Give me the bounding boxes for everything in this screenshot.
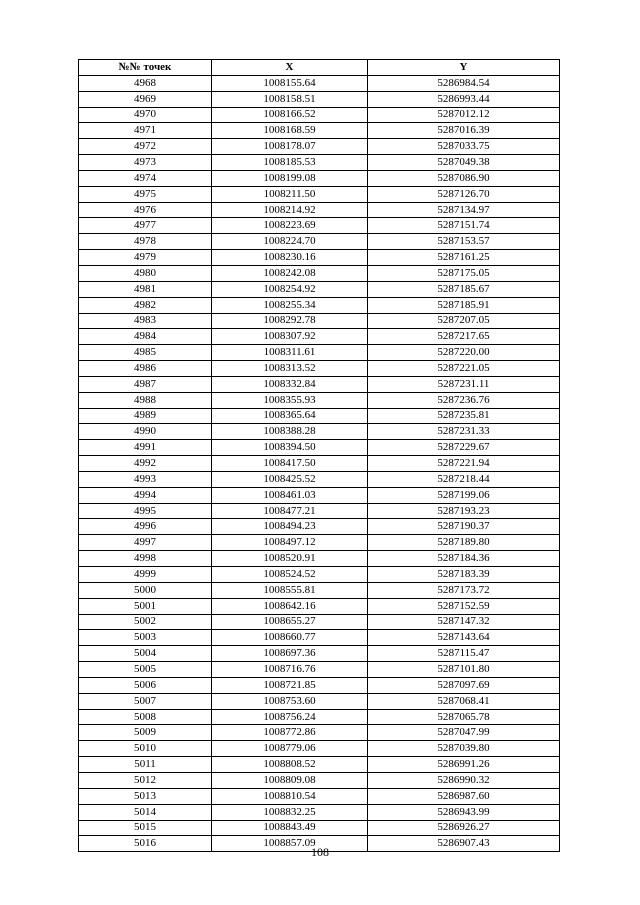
y-coordinate-cell: 5286984.54 [368, 75, 560, 91]
x-coordinate-cell: 1008255.34 [212, 297, 368, 313]
point-number-cell: 4980 [79, 265, 212, 281]
y-coordinate-cell: 5287175.05 [368, 265, 560, 281]
column-header-point-number: №№ точек [79, 60, 212, 76]
y-coordinate-cell: 5287047.99 [368, 725, 560, 741]
table-row [79, 408, 560, 424]
point-number-cell: 4996 [79, 519, 212, 535]
point-number-cell: 4969 [79, 91, 212, 107]
y-coordinate-cell: 5287185.91 [368, 297, 560, 313]
y-coordinate-cell: 5287220.00 [368, 345, 560, 361]
x-coordinate-cell: 1008311.61 [212, 345, 368, 361]
page-number: 108 [311, 845, 329, 859]
table-row [79, 424, 560, 440]
y-coordinate-cell: 5287012.12 [368, 107, 560, 123]
point-number-cell: 5011 [79, 757, 212, 773]
point-number-cell: 5014 [79, 804, 212, 820]
x-coordinate-cell: 1008808.52 [212, 757, 368, 773]
x-coordinate-cell: 1008199.08 [212, 170, 368, 186]
y-coordinate-cell: 5287189.80 [368, 535, 560, 551]
point-number-cell: 4977 [79, 218, 212, 234]
point-number-cell: 4982 [79, 297, 212, 313]
y-coordinate-cell: 5287115.47 [368, 646, 560, 662]
point-number-cell: 4985 [79, 345, 212, 361]
y-coordinate-cell: 5287049.38 [368, 155, 560, 171]
x-coordinate-cell: 1008497.12 [212, 535, 368, 551]
table-row [79, 218, 560, 234]
x-coordinate-cell: 1008365.64 [212, 408, 368, 424]
x-coordinate-cell: 1008756.24 [212, 709, 368, 725]
point-number-cell: 4994 [79, 487, 212, 503]
point-number-cell: 4975 [79, 186, 212, 202]
table-row [79, 139, 560, 155]
x-coordinate-cell: 1008178.07 [212, 139, 368, 155]
x-coordinate-cell: 1008843.49 [212, 820, 368, 836]
point-number-cell: 4972 [79, 139, 212, 155]
y-coordinate-cell: 5287068.41 [368, 693, 560, 709]
x-coordinate-cell: 1008524.52 [212, 567, 368, 583]
table-row [79, 551, 560, 567]
table-row [79, 820, 560, 836]
x-coordinate-cell: 1008168.59 [212, 123, 368, 139]
y-coordinate-cell: 5287143.64 [368, 630, 560, 646]
point-number-cell: 4978 [79, 234, 212, 250]
point-number-cell: 4988 [79, 392, 212, 408]
x-coordinate-cell: 1008394.50 [212, 440, 368, 456]
point-number-cell: 4997 [79, 535, 212, 551]
point-number-cell: 5015 [79, 820, 212, 836]
table-row [79, 471, 560, 487]
table-row [79, 297, 560, 313]
point-number-cell: 4993 [79, 471, 212, 487]
point-number-cell: 4973 [79, 155, 212, 171]
x-coordinate-cell: 1008292.78 [212, 313, 368, 329]
y-coordinate-cell: 5287161.25 [368, 250, 560, 266]
table-row [79, 361, 560, 377]
x-coordinate-cell: 1008697.36 [212, 646, 368, 662]
point-number-cell: 5000 [79, 582, 212, 598]
table-body [79, 75, 560, 851]
point-number-cell: 4995 [79, 503, 212, 519]
table-row [79, 123, 560, 139]
x-coordinate-cell: 1008224.70 [212, 234, 368, 250]
y-coordinate-cell: 5287151.74 [368, 218, 560, 234]
table-row [79, 313, 560, 329]
y-coordinate-cell: 5287199.06 [368, 487, 560, 503]
point-number-cell: 5008 [79, 709, 212, 725]
y-coordinate-cell: 5287173.72 [368, 582, 560, 598]
y-coordinate-cell: 5287152.59 [368, 598, 560, 614]
x-coordinate-cell: 1008520.91 [212, 551, 368, 567]
x-coordinate-cell: 1008832.25 [212, 804, 368, 820]
x-coordinate-cell: 1008230.16 [212, 250, 368, 266]
table-row [79, 440, 560, 456]
table-row [79, 772, 560, 788]
x-coordinate-cell: 1008809.08 [212, 772, 368, 788]
y-coordinate-cell: 5287147.32 [368, 614, 560, 630]
x-coordinate-cell: 1008185.53 [212, 155, 368, 171]
table-row [79, 614, 560, 630]
point-number-cell: 5016 [79, 836, 212, 852]
point-number-cell: 4974 [79, 170, 212, 186]
table-row [79, 250, 560, 266]
point-number-cell: 5007 [79, 693, 212, 709]
point-number-cell: 4983 [79, 313, 212, 329]
table-row [79, 582, 560, 598]
y-coordinate-cell: 5287134.97 [368, 202, 560, 218]
x-coordinate-cell: 1008332.84 [212, 376, 368, 392]
table-row [79, 535, 560, 551]
table-row [79, 804, 560, 820]
table-row [79, 630, 560, 646]
point-number-cell: 4968 [79, 75, 212, 91]
x-coordinate-cell: 1008461.03 [212, 487, 368, 503]
table-row [79, 757, 560, 773]
point-number-cell: 5001 [79, 598, 212, 614]
y-coordinate-cell: 5287229.67 [368, 440, 560, 456]
point-number-cell: 5005 [79, 662, 212, 678]
coordinates-table [78, 59, 560, 852]
table-row [79, 345, 560, 361]
column-header-y: Y [368, 60, 560, 76]
point-number-cell: 4984 [79, 329, 212, 345]
point-number-cell: 4990 [79, 424, 212, 440]
table-row [79, 456, 560, 472]
point-number-cell: 5002 [79, 614, 212, 630]
x-coordinate-cell: 1008779.06 [212, 741, 368, 757]
x-coordinate-cell: 1008716.76 [212, 662, 368, 678]
point-number-cell: 5013 [79, 788, 212, 804]
point-number-cell: 4987 [79, 376, 212, 392]
x-coordinate-cell: 1008417.50 [212, 456, 368, 472]
y-coordinate-cell: 5286987.60 [368, 788, 560, 804]
x-coordinate-cell: 1008477.21 [212, 503, 368, 519]
table-row [79, 788, 560, 804]
table-row [79, 186, 560, 202]
x-coordinate-cell: 1008211.50 [212, 186, 368, 202]
x-coordinate-cell: 1008425.52 [212, 471, 368, 487]
table-row [79, 709, 560, 725]
x-coordinate-cell: 1008313.52 [212, 361, 368, 377]
table-row [79, 741, 560, 757]
table-row [79, 519, 560, 535]
point-number-cell: 5009 [79, 725, 212, 741]
column-header-x: X [212, 60, 368, 76]
point-number-cell: 4976 [79, 202, 212, 218]
y-coordinate-cell: 5287033.75 [368, 139, 560, 155]
point-number-cell: 4970 [79, 107, 212, 123]
x-coordinate-cell: 1008721.85 [212, 677, 368, 693]
y-coordinate-cell: 5287218.44 [368, 471, 560, 487]
y-coordinate-cell: 5287126.70 [368, 186, 560, 202]
point-number-cell: 4991 [79, 440, 212, 456]
y-coordinate-cell: 5287217.65 [368, 329, 560, 345]
x-coordinate-cell: 1008155.64 [212, 75, 368, 91]
y-coordinate-cell: 5287207.05 [368, 313, 560, 329]
x-coordinate-cell: 1008642.16 [212, 598, 368, 614]
table-row [79, 91, 560, 107]
table-row [79, 677, 560, 693]
point-number-cell: 4979 [79, 250, 212, 266]
table-row [79, 487, 560, 503]
table-row [79, 646, 560, 662]
point-number-cell: 4998 [79, 551, 212, 567]
x-coordinate-cell: 1008158.51 [212, 91, 368, 107]
table-row [79, 392, 560, 408]
table-row [79, 329, 560, 345]
table-row [79, 725, 560, 741]
x-coordinate-cell: 1008214.92 [212, 202, 368, 218]
y-coordinate-cell: 5287097.69 [368, 677, 560, 693]
table-row [79, 662, 560, 678]
x-coordinate-cell: 1008857.09 [212, 836, 368, 852]
y-coordinate-cell: 5286993.44 [368, 91, 560, 107]
y-coordinate-cell: 5287184.36 [368, 551, 560, 567]
table-row [79, 598, 560, 614]
x-coordinate-cell: 1008810.54 [212, 788, 368, 804]
point-number-cell: 5003 [79, 630, 212, 646]
y-coordinate-cell: 5287190.37 [368, 519, 560, 535]
y-coordinate-cell: 5287236.76 [368, 392, 560, 408]
y-coordinate-cell: 5287231.11 [368, 376, 560, 392]
table-row [79, 234, 560, 250]
x-coordinate-cell: 1008494.23 [212, 519, 368, 535]
x-coordinate-cell: 1008555.81 [212, 582, 368, 598]
y-coordinate-cell: 5286926.27 [368, 820, 560, 836]
x-coordinate-cell: 1008166.52 [212, 107, 368, 123]
y-coordinate-cell: 5287183.39 [368, 567, 560, 583]
point-number-cell: 5004 [79, 646, 212, 662]
table-row [79, 281, 560, 297]
y-coordinate-cell: 5286907.43 [368, 836, 560, 852]
table-row [79, 503, 560, 519]
y-coordinate-cell: 5286943.99 [368, 804, 560, 820]
y-coordinate-cell: 5287065.78 [368, 709, 560, 725]
x-coordinate-cell: 1008355.93 [212, 392, 368, 408]
x-coordinate-cell: 1008660.77 [212, 630, 368, 646]
point-number-cell: 4999 [79, 567, 212, 583]
y-coordinate-cell: 5287235.81 [368, 408, 560, 424]
x-coordinate-cell: 1008753.60 [212, 693, 368, 709]
x-coordinate-cell: 1008223.69 [212, 218, 368, 234]
table-row [79, 376, 560, 392]
point-number-cell: 5012 [79, 772, 212, 788]
x-coordinate-cell: 1008254.92 [212, 281, 368, 297]
y-coordinate-cell: 5287101.80 [368, 662, 560, 678]
y-coordinate-cell: 5287016.39 [368, 123, 560, 139]
y-coordinate-cell: 5287086.90 [368, 170, 560, 186]
table-row [79, 567, 560, 583]
point-number-cell: 4986 [79, 361, 212, 377]
y-coordinate-cell: 5287193.23 [368, 503, 560, 519]
y-coordinate-cell: 5286990.32 [368, 772, 560, 788]
y-coordinate-cell: 5287039.80 [368, 741, 560, 757]
table-row [79, 693, 560, 709]
x-coordinate-cell: 1008655.27 [212, 614, 368, 630]
table-row [79, 170, 560, 186]
y-coordinate-cell: 5287231.33 [368, 424, 560, 440]
x-coordinate-cell: 1008242.08 [212, 265, 368, 281]
table-row [79, 202, 560, 218]
point-number-cell: 5010 [79, 741, 212, 757]
y-coordinate-cell: 5286991.26 [368, 757, 560, 773]
table-row [79, 75, 560, 91]
point-number-cell: 4981 [79, 281, 212, 297]
point-number-cell: 4992 [79, 456, 212, 472]
point-number-cell: 4989 [79, 408, 212, 424]
y-coordinate-cell: 5287153.57 [368, 234, 560, 250]
x-coordinate-cell: 1008388.28 [212, 424, 368, 440]
table-row [79, 107, 560, 123]
table-header-row [79, 60, 560, 76]
point-number-cell: 5006 [79, 677, 212, 693]
table-row [79, 265, 560, 281]
point-number-cell: 4971 [79, 123, 212, 139]
x-coordinate-cell: 1008772.86 [212, 725, 368, 741]
y-coordinate-cell: 5287221.94 [368, 456, 560, 472]
table-row [79, 155, 560, 171]
y-coordinate-cell: 5287221.05 [368, 361, 560, 377]
y-coordinate-cell: 5287185.67 [368, 281, 560, 297]
x-coordinate-cell: 1008307.92 [212, 329, 368, 345]
